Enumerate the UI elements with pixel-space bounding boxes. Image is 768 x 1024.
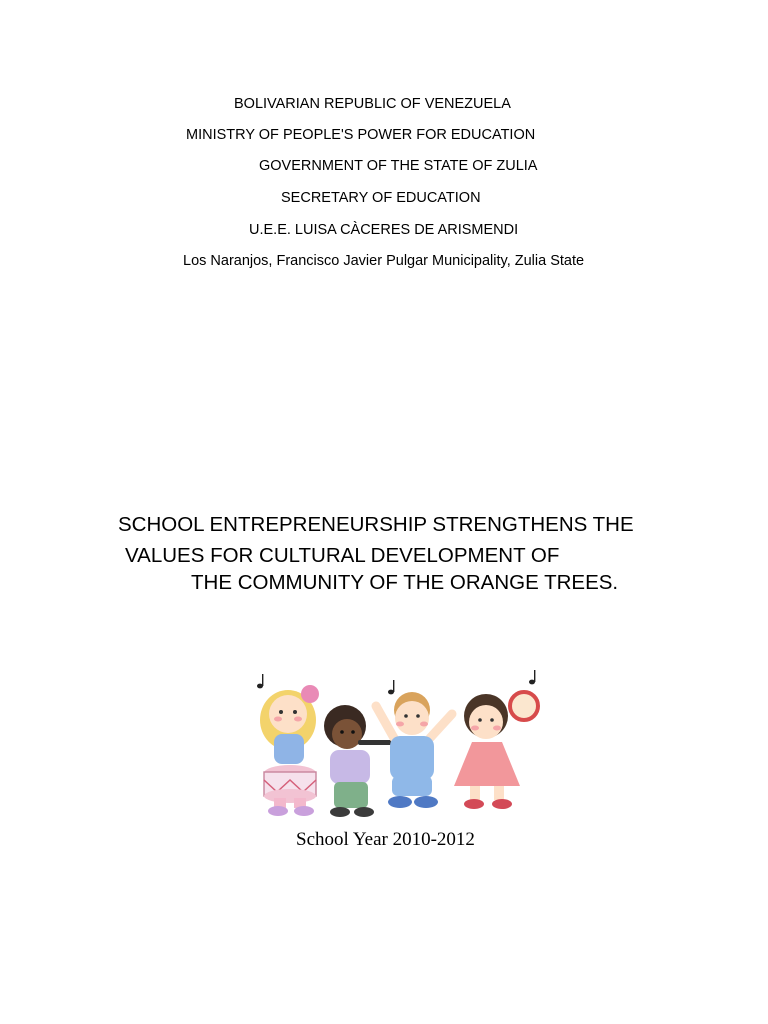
child-in-overalls: [376, 692, 452, 808]
children-playing-music-illustration: [248, 668, 552, 818]
header-line-location: Los Naranjos, Francisco Javier Pulgar Municipality, Zulia State: [183, 253, 585, 269]
header-line-secretary: SECRETARY OF EDUCATION: [281, 190, 481, 206]
school-year: School Year 2010-2012: [296, 829, 475, 850]
header-line-government: GOVERNMENT OF THE STATE OF ZULIA: [259, 158, 538, 174]
header-line-country: BOLIVARIAN REPUBLIC OF VENEZUELA: [234, 96, 511, 112]
title-line-2: VALUES FOR CULTURAL DEVELOPMENT OF: [125, 544, 560, 567]
title-line-3: THE COMMUNITY OF THE ORANGE TREES.: [191, 571, 619, 594]
header-line-school: U.E.E. LUISA CÀCERES DE ARISMENDI: [249, 222, 519, 238]
title-line-1: SCHOOL ENTREPRENEURSHIP STRENGTHENS THE: [118, 513, 634, 536]
music-note-icon: [257, 670, 535, 694]
child-with-tambourine: [454, 692, 538, 809]
header-line-ministry: MINISTRY OF PEOPLE'S POWER FOR EDUCATION: [186, 127, 536, 143]
child-with-drum: [260, 685, 319, 816]
